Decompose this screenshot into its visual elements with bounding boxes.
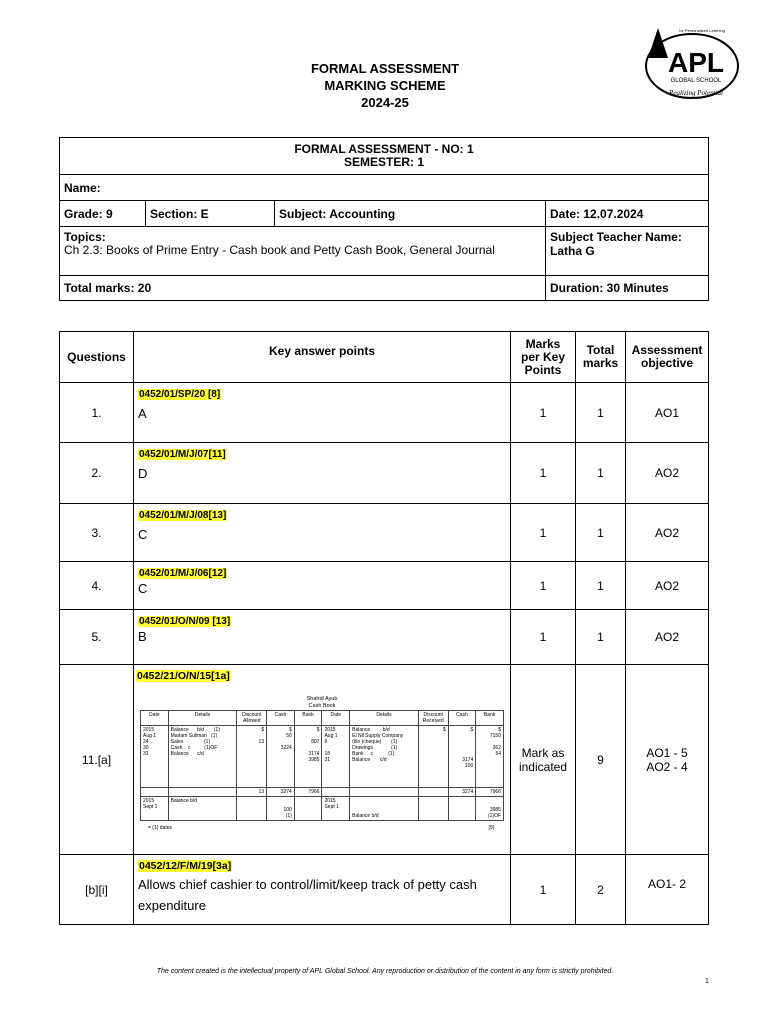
total-marks-cell: 1 [576, 610, 626, 665]
marks-per-key: Mark as indicated [511, 665, 576, 855]
cb-header: Date [322, 711, 350, 726]
question-reference: 0452/01/M/J/06[12] [139, 568, 227, 579]
marks-per-key: 1 [511, 610, 576, 665]
question-number: 1. [60, 383, 134, 443]
cb-right-dates: 2015 Aug 1 9 18 31 [322, 726, 350, 788]
assessment-objective: AO2 - 4 [646, 759, 688, 774]
cb-right-bal-details: Balance b/d [350, 797, 419, 821]
cash-book-table [140, 710, 504, 821]
table-row [60, 443, 709, 504]
cb-header: Details [350, 711, 419, 726]
cb-left-total-discount: 13 [237, 788, 267, 797]
cb-left-bal-date: 2015 Sept 1 [141, 797, 169, 821]
answer: C [138, 581, 148, 596]
assessment-objective: AO2 [626, 443, 709, 504]
cb-right-cash: $ 3174 100 [448, 726, 476, 788]
table-row [60, 855, 709, 925]
question-reference: 0452/12/F/M/19[3a] [139, 860, 232, 872]
marks-per-key: 1 [511, 562, 576, 610]
cb-left-bal-cash: 100 (1) [267, 797, 295, 821]
cb-header: Discount Received [418, 711, 448, 726]
grade: Grade: 9 [60, 201, 146, 227]
cb-right-discount: $ [418, 726, 448, 788]
question-reference: 0452/21/O/N/15[1a] [137, 670, 230, 682]
logo-name: APL [668, 47, 724, 78]
question-reference: 0452/01/SP/20 [8] [139, 389, 221, 400]
cb-header: Date [141, 711, 169, 726]
cb-left-bal-details: Balance b/d [168, 797, 237, 821]
cb-header: Bank [476, 711, 504, 726]
copyright-footer: The content created is the intellectual property of APL Global School. Any reproduction or distribution of the content in any form is strictly prohibited. [156, 968, 614, 975]
question-number: 3. [60, 504, 134, 562]
logo-top-text: for Personalized Learning [679, 28, 725, 33]
assessment-info-table [59, 137, 709, 301]
doc-subtitle: MARKING SCHEME [324, 78, 446, 93]
cb-right-bal-bank: 3985 (1)OF [476, 797, 504, 821]
marks-per-key: 1 [511, 504, 576, 562]
student-name-field: Name: [60, 175, 709, 201]
cb-header: Discount Allowed [237, 711, 267, 726]
question-reference: 0452/01/O/N/09 [13] [139, 616, 231, 627]
answer: B [138, 629, 147, 644]
col-key-answer: Key answer points [134, 332, 511, 383]
table-row [60, 610, 709, 665]
cb-left-details: Balance b/d (1) Mariam Suliman (1) Sales (1) Cash c (1)OF Balance c/d [168, 726, 237, 788]
table-row [60, 665, 709, 855]
total-marks-cell: 1 [576, 504, 626, 562]
question-number: [b][i] [60, 855, 134, 925]
duration: Duration: 30 Minutes [546, 276, 709, 301]
doc-year: 2024-25 [361, 95, 409, 110]
cb-right-total-bank: 7966 [476, 788, 504, 797]
doc-title: FORMAL ASSESSMENT [310, 61, 460, 76]
col-marks-per-key: Marks per Key Points [511, 332, 576, 383]
marks-per-key: 1 [511, 855, 576, 925]
cashbook-owner: Shahid Ayub [306, 696, 338, 702]
cb-header: Cash [448, 711, 476, 726]
assessment-objective: AO1- 2 [626, 855, 709, 925]
answer: A [138, 406, 147, 421]
page-number: 1 [705, 978, 709, 985]
cb-header: Details [168, 711, 237, 726]
total-marks-cell: 9 [576, 665, 626, 855]
cb-right-total-cash: 3274 [448, 788, 476, 797]
question-reference: 0452/01/M/J/07[11] [139, 449, 226, 460]
date: Date: 12.07.2024 [546, 201, 709, 227]
total-marks-cell: 1 [576, 383, 626, 443]
topics-text: Ch 2.3: Books of Prime Entry - Cash book and Petty Cash Book, General Journal [64, 243, 495, 257]
total-marks-cell: 1 [576, 443, 626, 504]
marks-per-key: 1 [511, 383, 576, 443]
answer: Allows chief cashier to control/limit/keep track of petty cash expenditure [138, 877, 477, 913]
logo-sub: GLOBAL SCHOOL [670, 78, 722, 84]
question-number: 4. [60, 562, 134, 610]
total-marks: Total marks: 20 [60, 276, 546, 301]
table-row [60, 562, 709, 610]
question-reference: 0452/01/M/J/08[13] [139, 510, 227, 521]
cb-left-total-cash: 3274 [267, 788, 295, 797]
subject-teacher: Subject Teacher Name: Latha G [546, 227, 709, 276]
answer: C [138, 527, 148, 542]
table-row [60, 504, 709, 562]
question-number: 11.[a] [60, 665, 134, 855]
col-assessment-objective: Assessment objective [626, 332, 709, 383]
topics-label: Topics: [64, 230, 106, 244]
col-questions: Questions [60, 332, 134, 383]
marking-table [59, 331, 709, 925]
table-row [60, 383, 709, 443]
marks-per-key: 1 [511, 443, 576, 504]
total-marks-cell: 2 [576, 855, 626, 925]
question-number: 2. [60, 443, 134, 504]
cb-total: [9] [488, 825, 494, 831]
col-total-marks: Total marks [576, 332, 626, 383]
assessment-objective: AO2 [626, 504, 709, 562]
assessment-objective: AO1 [626, 383, 709, 443]
question-number: 5. [60, 610, 134, 665]
assessment-objective: AO1 - 5 [646, 745, 688, 760]
assessment-objective: AO2 [626, 610, 709, 665]
cb-left-cash: $ 50 3224 [267, 726, 295, 788]
cb-left-dates: 2015 Aug 1 24 30 31 [141, 726, 169, 788]
logo-tagline: Realizing Potential [669, 89, 723, 97]
cb-header: Bank [294, 711, 322, 726]
cb-right-bank: $ 7150 362 54 [476, 726, 504, 788]
apl-logo [640, 20, 740, 106]
cb-left-bank: $ 807 3174 3985 [294, 726, 322, 788]
answer: D [138, 466, 148, 481]
assessment-objective: AO2 [626, 562, 709, 610]
cb-left-discount: $ 13 [237, 726, 267, 788]
cb-note: = (1) dates [148, 825, 173, 831]
cashbook-title: Cash Book [308, 703, 336, 709]
semester: SEMESTER: 1 [343, 155, 424, 169]
assessment-title: FORMAL ASSESSMENT - NO: 1 [294, 142, 474, 156]
cb-right-details: Balance b/d El Nil Supply Company (tile (cheque) (1) Drawings (1) Bank c (1) Balance c/d [350, 726, 419, 788]
section: Section: E [146, 201, 275, 227]
subject: Subject: Accounting [275, 201, 546, 227]
total-marks-cell: 1 [576, 562, 626, 610]
cb-left-total-bank: 7966 [294, 788, 322, 797]
cb-header: Cash [267, 711, 295, 726]
cb-right-bal-date: 2015 Sept 1 [322, 797, 350, 821]
